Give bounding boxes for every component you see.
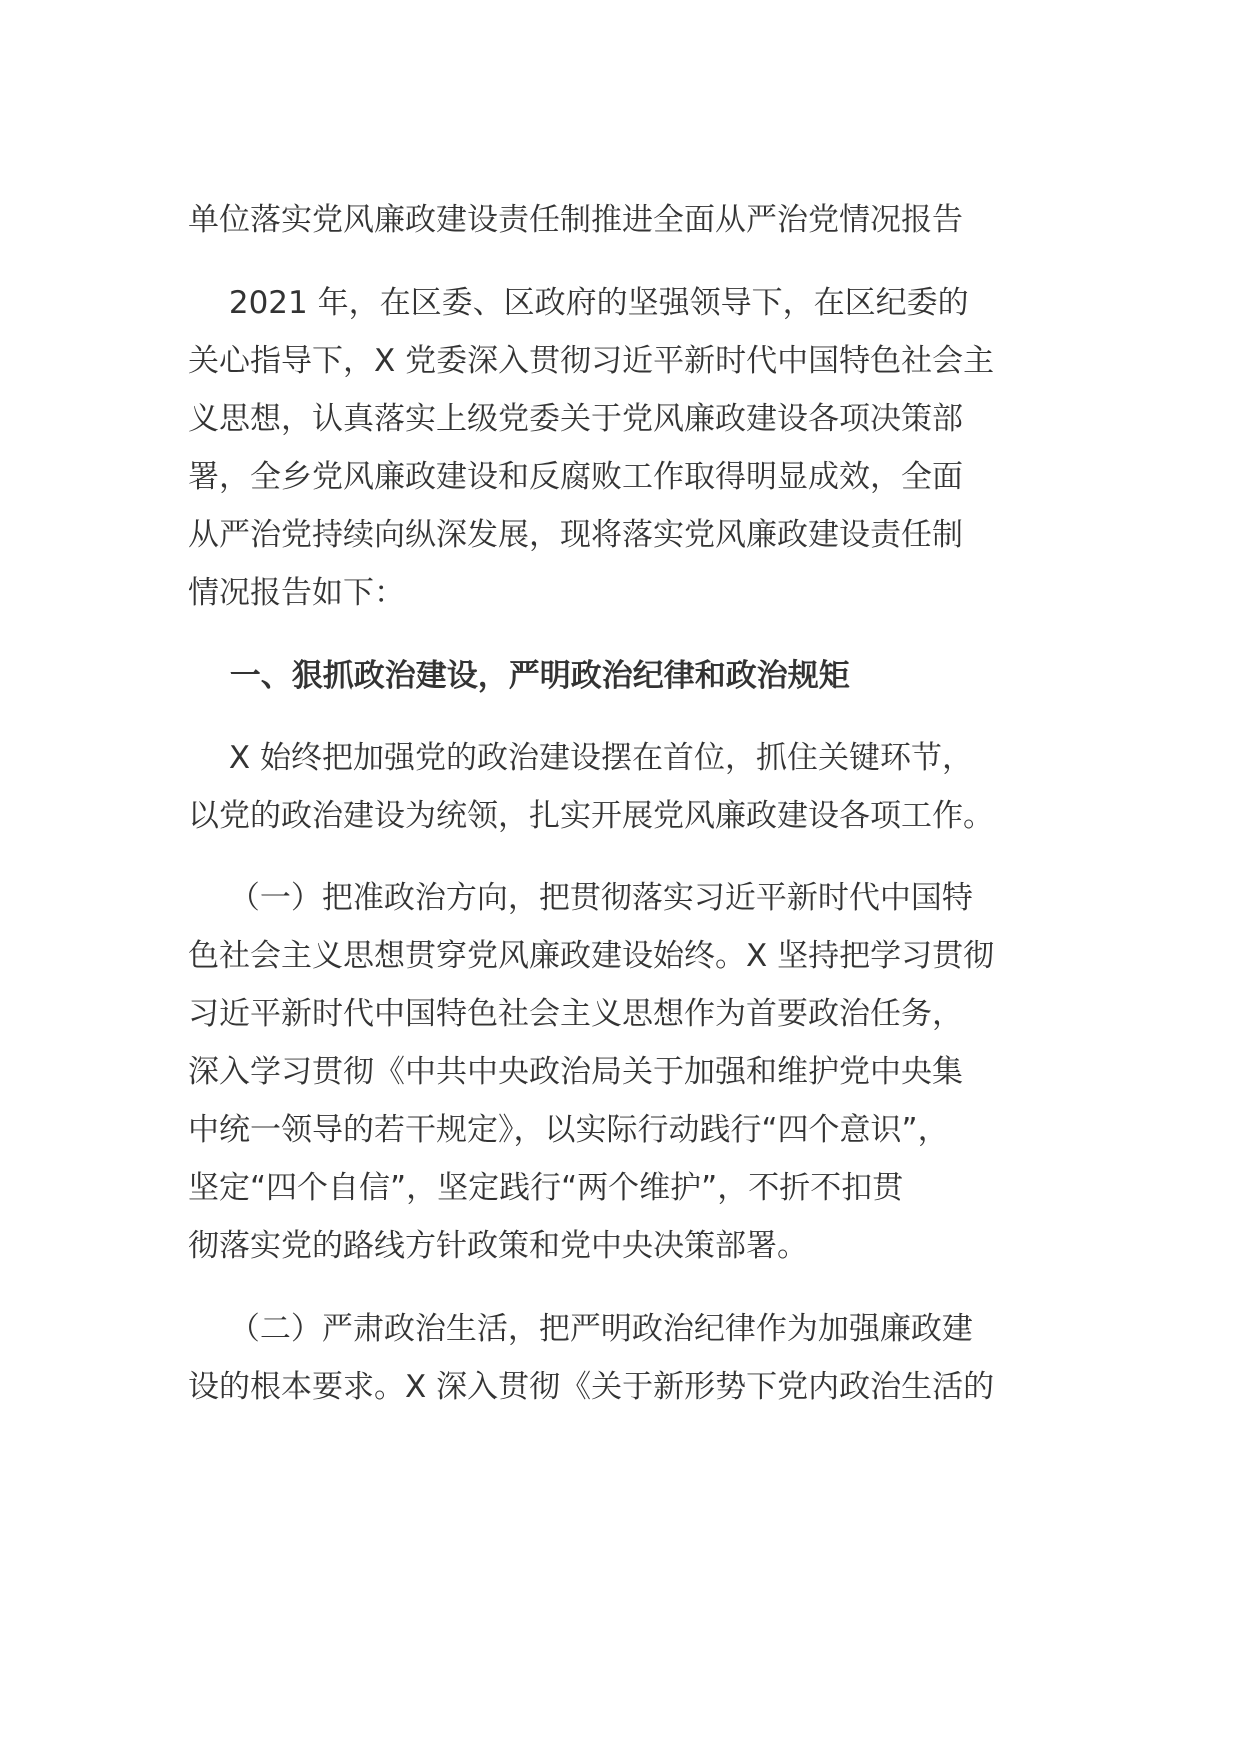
intro-line-5: 从严治党持续向纵深发展，现将落实党风廉政建设责任制 [188,517,963,553]
document-title: 单位落实党风廉政建设责任制推进全面从严治党情况报告 [188,202,963,238]
para1-line-2: 以党的政治建设为统领，扎实开展党风廉政建设各项工作。 [188,798,994,834]
para2-line-7: 彻落实党的路线方针政策和党中央决策部署。 [188,1228,808,1264]
intro-line-6: 情况报告如下： [188,575,405,611]
para2-line-6: 坚定“四个自信”，坚定践行“两个维护”，不折不扣贯 [188,1170,904,1206]
para2-line-1: （一）把准政治方向，把贯彻落实习近平新时代中国特 [188,880,973,916]
para3-line-2: 设的根本要求。X 深入贯彻《关于新形势下党内政治生活的 [188,1369,995,1405]
intro-line-3: 义思想，认真落实上级党委关于党风廉政建设各项决策部 [188,401,963,437]
section-heading-1: 一、狠抓政治建设，严明政治纪律和政治规矩 [188,658,850,694]
para3-line-1: （二）严肃政治生活，把严明政治纪律作为加强廉政建 [188,1311,973,1347]
intro-line-4: 署，全乡党风廉政建设和反腐败工作取得明显成效，全面 [188,459,963,495]
para2-line-2: 色社会主义思想贯穿党风廉政建设始终。X 坚持把学习贯彻 [188,938,995,974]
intro-line-1: 2021 年，在区委、区政府的坚强领导下，在区纪委的 [188,285,969,321]
intro-line-2: 关心指导下，X 党委深入贯彻习近平新时代中国特色社会主 [188,343,995,379]
para2-line-3: 习近平新时代中国特色社会主义思想作为首要政治任务， [188,996,963,1032]
para2-line-4: 深入学习贯彻《中共中央政治局关于加强和维护党中央集 [188,1054,963,1090]
para1-line-1: X 始终把加强党的政治建设摆在首位，抓住关键环节， [188,740,973,776]
para2-line-5: 中统一领导的若干规定》，以实际行动践行“四个意识”， [188,1112,949,1148]
